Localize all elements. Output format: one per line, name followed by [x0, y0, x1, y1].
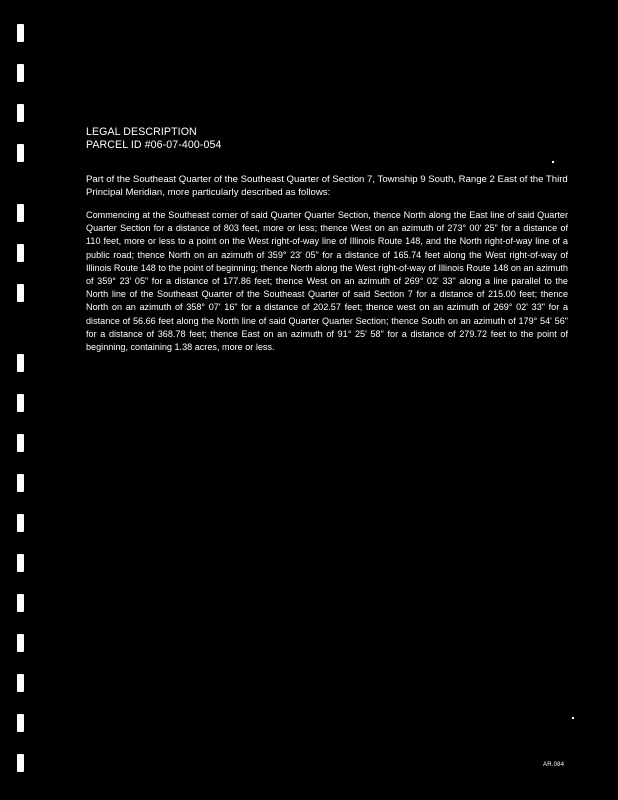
- punch-hole: [17, 104, 24, 122]
- punch-hole: [17, 24, 24, 42]
- punch-hole: [17, 474, 24, 492]
- parcel-id: PARCEL ID #06-07-400-054: [86, 139, 222, 151]
- punch-hole: [17, 514, 24, 532]
- page-number-stamp: AR.084: [543, 762, 565, 768]
- punch-hole: [17, 434, 24, 452]
- punch-hole: [17, 244, 24, 262]
- punch-hole: [17, 144, 24, 162]
- document-title: LEGAL DESCRIPTION: [86, 126, 197, 138]
- punch-hole: [17, 634, 24, 652]
- intro-paragraph: Part of the Southeast Quarter of the Southeast Quarter of Section 7, Township 9 South, Range 2 East of the Third Principal Meridian, more particularly described as follows:: [86, 174, 568, 198]
- punch-hole: [17, 64, 24, 82]
- punch-hole: [17, 554, 24, 572]
- punch-hole: [17, 674, 24, 692]
- punch-hole: [17, 204, 24, 222]
- punch-hole: [17, 284, 24, 302]
- punch-hole: [17, 594, 24, 612]
- description-paragraph: Commencing at the Southeast corner of said Quarter Quarter Section, thence North along the East line of said Quarter Quarter Section for a distance of 803 feet, more or less; thence West on an azimuth of 273° 00' 25" for a distance of 110 feet, more or less to a point on the West right-of-way line of Illinois Route 148, and the North right-of-way line of a public road; thence North on an azimuth of 359° 23' 05" for a distance of 165.74 feet along the West right-of-way of Illinois Route 148 to the point of beginning; thence North along the West right-of-way of Illinois Route 148 on an azimuth of 359° 23' 05" for a distance of 177.86 feet; thence West on an azimuth of 269° 02' 33" along a line parallel to the North line of the Southeast Quarter of the Southeast Quarter of said Section 7 for a distance of 215.00 feet; thence North on an azimuth of 358° 07' 16" for a distance of 202.57 feet; thence west on an azimuth of 269° 02' 33" for a distance of 56.66 feet along the North line of said Quarter Quarter Section; thence South on an azimuth of 179° 54' 56" for a distance of 368.78 feet; thence East on an azimuth of 91° 25' 58" for a distance of 279.72 feet to the point of beginning, containing 1.38 acres, more or less.: [86, 210, 568, 353]
- punch-hole: [17, 354, 24, 372]
- legal-description-block: [86, 126, 568, 354]
- punch-hole: [17, 754, 24, 772]
- binder-punch-holes: [0, 0, 40, 800]
- scan-speck: [572, 717, 574, 719]
- punch-hole: [17, 394, 24, 412]
- punch-hole: [17, 714, 24, 732]
